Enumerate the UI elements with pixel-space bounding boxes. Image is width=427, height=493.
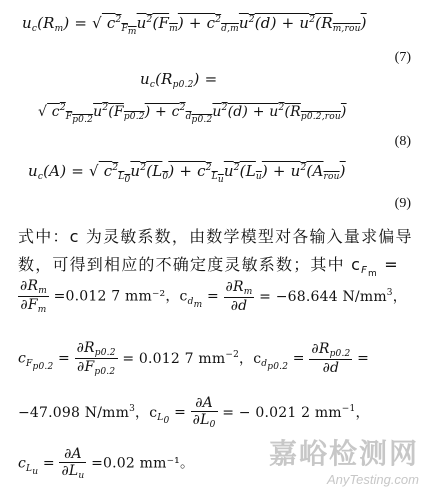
frac-dRp-dFp: $\frac{\partial R_{p0.2}}{\partial F_{p0.2}}$ <box>76 340 116 377</box>
body-line-2-text: 数，可得到相应的不确定度灵敏系数；其中 c <box>18 255 362 274</box>
coef-line-4: $c_{L_u}$ = $\frac{\partial A}{\partial\overline{L}_u}$ =0.02 mm⁻¹。 <box>18 446 195 481</box>
equation-7 <box>22 14 367 37</box>
coef-fp-value: = 0.012 7 $mm^{-2}$，c <box>122 349 262 367</box>
watermark-cn: 嘉峪检测网 <box>268 437 419 470</box>
equation-8-number: (8) <box>394 134 411 149</box>
coef-lu-value: =0.02 mm⁻¹。 <box>91 455 195 472</box>
equation-9-number: (9) <box>394 196 411 211</box>
watermark <box>269 432 419 487</box>
equation-7-number: (7) <box>394 50 411 65</box>
coef-dp-equals: = <box>357 350 370 367</box>
coef-dp-value: −47.098 $N/mm^3$，c <box>18 403 158 421</box>
coef-line-1: $\frac{\partial R_m}{\partial F_m}$ =0.012 7 mm⁻²，$c_{d_m}$ = $\frac{\partial R_m}{\partial\overline{d}}$ = −68.644 $N/mm^3$， <box>20 278 407 315</box>
body-line-2: 数，可得到相应的不确定度灵敏系数；其中 $c_{F_m}$ = <box>18 255 399 279</box>
frac-dA-dLu: $\frac{\partial A}{\partial\overline{L}_u}$ <box>61 446 85 481</box>
equation-8-lhs: $u_c(R_{p0.2})$ = <box>140 70 218 90</box>
frac-dRp-dd: $\frac{\partial R_{p0.2}}{\partial\overline{d}}$ <box>311 341 351 376</box>
coef-line-3: −47.098 $N/mm^3$，$c_{L_0}$ = $\frac{\partial A}{\partial L_0}$ = − 0.021 2 $mm^{-1}$， <box>18 395 370 430</box>
body-line-1: 式中：c 为灵敏系数，由数学模型对各输入量求偏导 <box>18 227 413 246</box>
frac-dRm-dd: $\frac{\partial R_m}{\partial\overline{d}}$ <box>225 279 253 314</box>
frac-dRm-dFm: $\frac{\partial R_m}{\partial F_m}$ <box>20 278 47 315</box>
equation-7-formula: $u_c(R_m)$ = √ $c^2_{F_m}u^2(F_m) + c^2_{d,m}u^2(d) + u^2(R_{m,rou})$ <box>22 14 367 37</box>
equation-9: $u_c(A)$ = √ $c^2_{L_0}u^2(L_0) + c^2_{L_u}u^2(L_u) + u^2(A_{rou})$ <box>28 162 346 185</box>
frac-dA-dL0: $\frac{\partial A}{\partial L_0}$ <box>192 395 216 430</box>
coef-frm-value: =0.012 7 mm⁻²，c <box>53 288 188 305</box>
coef-line-2: $c_{F_{p0.2}}$ = $\frac{\partial R_{p0.2}}{\partial F_{p0.2}}$ = 0.012 7 $mm^{-2}$，$c_{d_{p0.2}}$ = $\frac{\partial R_{p0.2}}{\partial\overline{d}}$ = <box>18 340 370 377</box>
coef-dm-value: = −68.644 $N/mm^3$， <box>259 287 407 305</box>
equation-8-formula: √ $c^2_{F_{p0.2}}u^2(F_{p0.2}) + c^2_{d_{p0.2}}u^2(d) + u^2(R_{p0.2,rou})$ <box>38 103 347 125</box>
watermark-en: AnyTesting.com <box>326 472 419 487</box>
coef-l0-value: = − 0.021 2 $mm^{-1}$， <box>222 403 370 421</box>
